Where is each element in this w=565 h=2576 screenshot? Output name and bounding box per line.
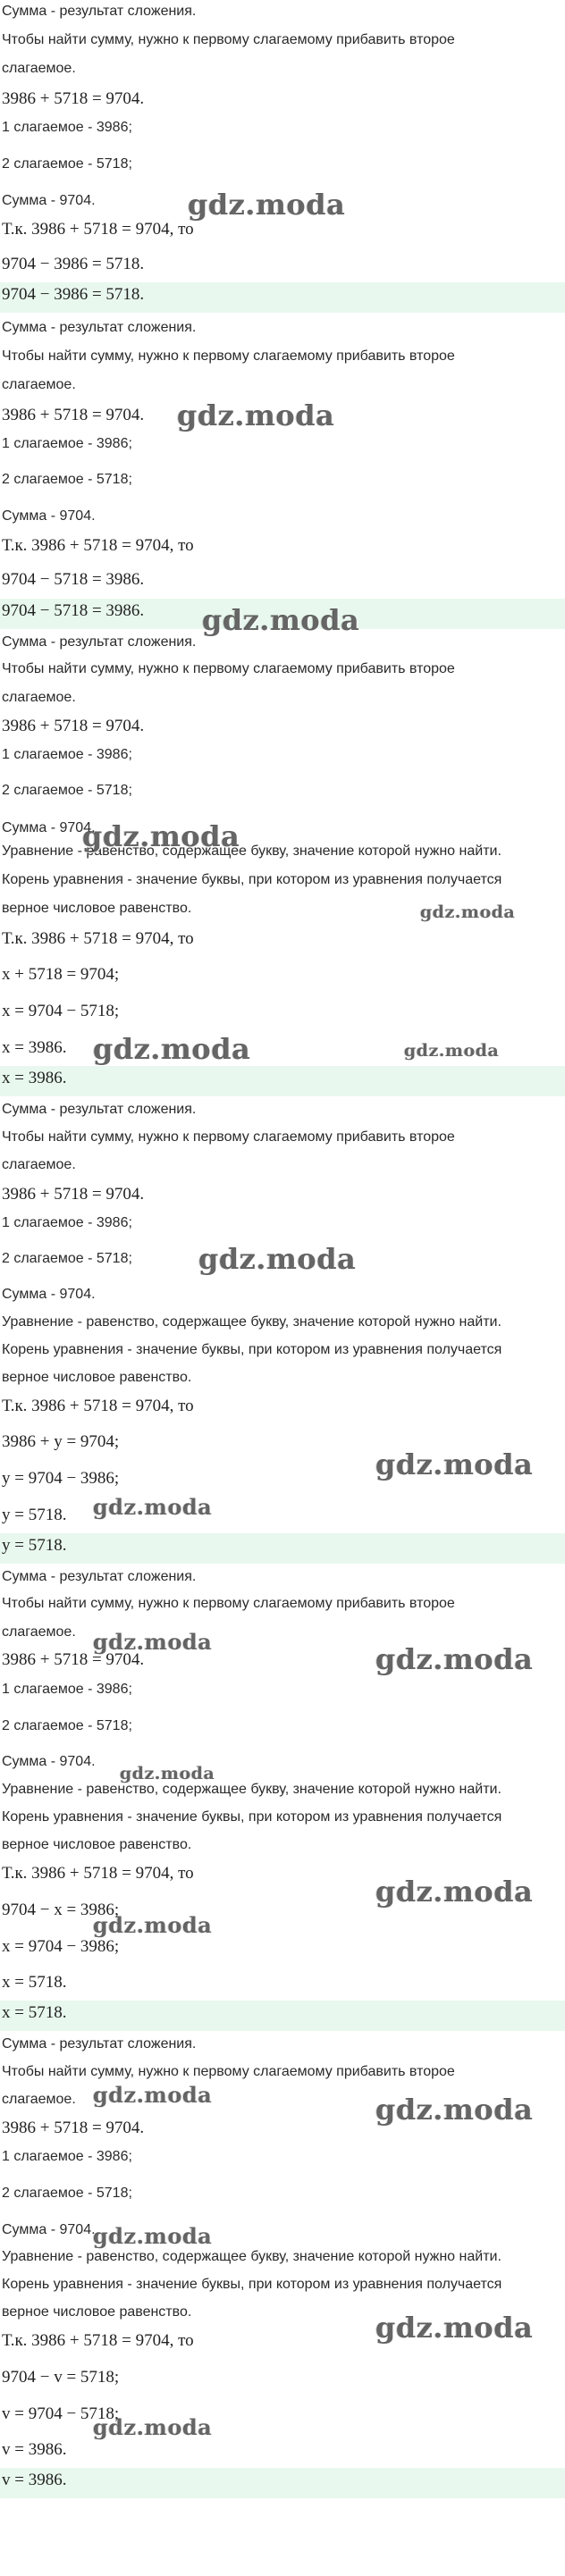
answer-row	[0, 1533, 565, 1564]
definition-root: Корень уравнения - значение буквы, при котором из уравнения получается	[2, 1809, 502, 1825]
answer-text: 9704 − 3986 = 5718.	[2, 285, 145, 304]
addend-2: 2 слагаемое - 5718;	[2, 1718, 132, 1733]
answer-row	[0, 2468, 565, 2498]
definition-root: Корень уравнения - значение буквы, при котором из уравнения получается	[2, 1342, 502, 1357]
equation: x + 5718 = 9704;	[2, 965, 120, 984]
sum-label: Сумма - 9704.	[2, 2222, 96, 2237]
equation: y = 5718.	[2, 1506, 67, 1524]
equation: 3986 + y = 9704;	[2, 1432, 120, 1451]
watermark-logo: gdz.moda	[202, 603, 360, 637]
addend-1: 1 слагаемое - 3986;	[2, 1682, 132, 1697]
rule-text: Чтобы найти сумму, нужно к первому слагаемому прибавить второе	[2, 661, 455, 676]
watermark-logo: gdz.moda	[188, 188, 346, 222]
rule-text-cont: слагаемое.	[2, 1624, 76, 1640]
addend-1: 1 слагаемое - 3986;	[2, 2149, 132, 2164]
equation: 3986 + 5718 = 9704.	[2, 2119, 145, 2137]
answer-row	[0, 282, 565, 313]
equation: 3986 + 5718 = 9704.	[2, 406, 145, 424]
rule-text: Чтобы найти сумму, нужно к первому слагаемому прибавить второе	[2, 348, 455, 364]
equation: 9704 − 5718 = 3986.	[2, 570, 145, 589]
equation: v = 3986.	[2, 2440, 67, 2459]
addend-1: 1 слагаемое - 3986;	[2, 747, 132, 762]
definition-sum: Сумма - результат сложения.	[2, 2036, 197, 2052]
definition-sum: Сумма - результат сложения.	[2, 4, 197, 19]
equation: y = 9704 − 3986;	[2, 1469, 120, 1488]
equation: 9704 − v = 5718;	[2, 2368, 120, 2387]
equation: x = 3986.	[2, 1038, 67, 1057]
equation: 9704 − 3986 = 5718.	[2, 255, 145, 273]
watermark-logo: gdz.moda	[93, 1494, 213, 1520]
answer-row	[0, 1066, 565, 1096]
addend-1: 1 слагаемое - 3986;	[2, 436, 132, 451]
reasoning: Т.к. 3986 + 5718 = 9704, то	[2, 2331, 194, 2350]
equation: 3986 + 5718 = 9704.	[2, 1650, 145, 1669]
watermark-logo: gdz.moda	[375, 2311, 534, 2345]
watermark-logo: gdz.moda	[120, 1764, 215, 1783]
answer-text: v = 3986.	[2, 2471, 67, 2489]
equation: x = 9704 − 3986;	[2, 1937, 120, 1956]
definition-equation: Уравнение - равенство, содержащее букву, значение которой нужно найти.	[2, 1314, 502, 1330]
reasoning: Т.к. 3986 + 5718 = 9704, то	[2, 929, 194, 948]
equation: 9704 − x = 3986;	[2, 1901, 120, 1919]
definition-equation: Уравнение - равенство, содержащее букву, значение которой нужно найти.	[2, 843, 502, 859]
sum-label: Сумма - 9704.	[2, 193, 96, 208]
rule-text: Чтобы найти сумму, нужно к первому слагаемому прибавить второе	[2, 1596, 455, 1611]
rule-text-cont: слагаемое.	[2, 61, 76, 76]
watermark-logo: gdz.moda	[375, 1642, 534, 1676]
reasoning: Т.к. 3986 + 5718 = 9704, то	[2, 1864, 194, 1883]
answer-text: x = 5718.	[2, 2003, 67, 2022]
addend-2: 2 слагаемое - 5718;	[2, 783, 132, 798]
watermark-logo: gdz.moda	[93, 1032, 251, 1066]
rule-text: Чтобы найти сумму, нужно к первому слагаемому прибавить второе	[2, 2064, 455, 2079]
equation: v = 9704 − 5718;	[2, 2404, 120, 2423]
watermark-logo: gdz.moda	[375, 2093, 534, 2127]
sum-label: Сумма - 9704.	[2, 1287, 96, 1302]
addend-2: 2 слагаемое - 5718;	[2, 472, 132, 487]
definition-root: Корень уравнения - значение буквы, при котором из уравнения получается	[2, 2277, 502, 2292]
addend-1: 1 слагаемое - 3986;	[2, 1215, 132, 1230]
watermark-logo: gdz.moda	[375, 1447, 534, 1481]
rule-text-cont: слагаемое.	[2, 377, 76, 392]
answer-text: y = 5718.	[2, 1536, 67, 1555]
definition-sum: Сумма - результат сложения.	[2, 634, 197, 650]
equation: x = 5718.	[2, 1973, 67, 1992]
watermark-logo: gdz.moda	[375, 1875, 534, 1909]
addend-2: 2 слагаемое - 5718;	[2, 156, 132, 172]
rule-text: Чтобы найти сумму, нужно к первому слагаемому прибавить второе	[2, 1129, 455, 1145]
rule-text: Чтобы найти сумму, нужно к первому слагаемому прибавить второе	[2, 32, 455, 47]
equation: 3986 + 5718 = 9704.	[2, 89, 145, 108]
watermark-logo: gdz.moda	[177, 399, 335, 432]
rule-text-cont: слагаемое.	[2, 1157, 76, 1172]
sum-label: Сумма - 9704.	[2, 820, 96, 835]
answer-text: 9704 − 5718 = 3986.	[2, 601, 145, 620]
definition-equation: Уравнение - равенство, содержащее букву, значение которой нужно найти.	[2, 1782, 502, 1797]
definition-sum: Сумма - результат сложения.	[2, 320, 197, 335]
sum-label: Сумма - 9704.	[2, 508, 96, 524]
watermark-logo: gdz.moda	[198, 1242, 357, 1276]
equation: 3986 + 5718 = 9704.	[2, 717, 145, 735]
watermark-logo: gdz.moda	[93, 2414, 213, 2440]
watermark-logo: gdz.moda	[82, 819, 240, 853]
definition-sum: Сумма - результат сложения.	[2, 1569, 197, 1584]
rule-text-cont: слагаемое.	[2, 690, 76, 705]
definition-root-cont: верное числовое равенство.	[2, 901, 192, 916]
equation: 3986 + 5718 = 9704.	[2, 1185, 145, 1204]
answer-row	[0, 2001, 565, 2031]
definition-equation: Уравнение - равенство, содержащее букву, значение которой нужно найти.	[2, 2249, 502, 2264]
equation: x = 9704 − 5718;	[2, 1002, 120, 1020]
addend-2: 2 слагаемое - 5718;	[2, 2186, 132, 2201]
definition-root-cont: верное числовое равенство.	[2, 1370, 192, 1385]
definition-root-cont: верное числовое равенство.	[2, 2304, 192, 2320]
watermark-logo: gdz.moda	[93, 1629, 213, 1655]
sum-label: Сумма - 9704.	[2, 1754, 96, 1769]
definition-root-cont: верное числовое равенство.	[2, 1837, 192, 1852]
addend-2: 2 слагаемое - 5718;	[2, 1251, 132, 1266]
rule-text-cont: слагаемое.	[2, 2092, 76, 2107]
watermark-logo: gdz.moda	[93, 2082, 213, 2108]
watermark-logo: gdz.moda	[93, 2223, 213, 2249]
definition-root: Корень уравнения - значение буквы, при котором из уравнения получается	[2, 872, 502, 887]
reasoning: Т.к. 3986 + 5718 = 9704, то	[2, 536, 194, 555]
watermark-logo: gdz.moda	[93, 1912, 213, 1938]
watermark-logo: gdz.moda	[404, 1041, 500, 1061]
reasoning: Т.к. 3986 + 5718 = 9704, то	[2, 220, 194, 239]
watermark-logo: gdz.moda	[420, 902, 516, 922]
addend-1: 1 слагаемое - 3986;	[2, 120, 132, 135]
reasoning: Т.к. 3986 + 5718 = 9704, то	[2, 1397, 194, 1415]
answer-text: x = 3986.	[2, 1069, 67, 1087]
definition-sum: Сумма - результат сложения.	[2, 1102, 197, 1117]
